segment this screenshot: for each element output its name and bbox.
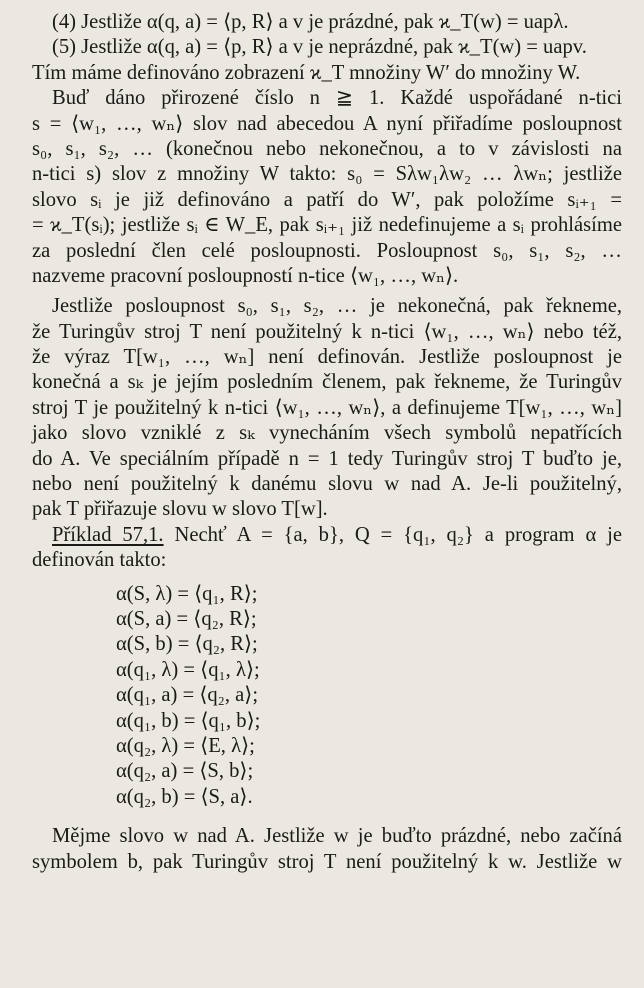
text-line: pak T přiřazuje slovu w slovo T[w]. [32,498,328,521]
text-line: konečná a sₖ je jejím posledním členem, pak řekneme, že Turingův [32,371,622,394]
program-listing [32,582,622,811]
program-rule: α(q₁, a) = ⟨q₂, a⟩; [116,684,259,707]
text-line: jako slovo vzniklé z sₖ vynecháním všech symbolů nepatřících [32,422,622,445]
text-line: Buď dáno přirozené číslo n ≧ 1. Každé uspořádané n-tici [52,87,622,110]
program-rule: α(q₁, λ) = ⟨q₁, λ⟩; [116,658,260,681]
text-line: Mějme slovo w nad A. Jestliže w je buďto prázdné, nebo začíná [52,825,622,848]
program-rule: α(S, λ) = ⟨q₁, R⟩; [116,582,258,605]
text-line: s = ⟨w₁, …, wₙ⟩ slov nad abecedou A nyní přiřadíme posloupnost [32,112,622,135]
example-intro-text: Nechť A = {a, b}, Q = {q₁, q₂} a program α je [163,523,623,546]
example-intro [32,523,622,548]
text-line: že Turingův stroj T není použitelný k n-tici ⟨w₁, …, wₙ⟩ nebo též, [32,320,622,343]
program-rule: α(q₂, λ) = ⟨E, λ⟩; [116,734,255,757]
paragraph-rules [32,10,622,86]
program-rule: α(S, a) = ⟨q₂, R⟩; [116,607,257,630]
text-line: (5) Jestliže α(q, a) = ⟨p, R⟩ a v je neprázdné, pak ϰ_T(w) = uapv. [52,36,587,59]
text-line: slovo sᵢ je již definováno a patří do W′, pak položíme sᵢ₊₁ = [32,188,622,211]
paragraph-working-sequence [32,86,622,289]
text-line: n-tici s) slov z množiny W takto: s₀ = Sλw₁λw₂ … λwₙ; jestliže [32,163,622,186]
text-line: nazveme pracovní posloupností n-tice ⟨w₁, …, wₙ⟩. [32,264,459,287]
example-block [32,523,622,810]
text-line: stroj T je použitelný k n-tici ⟨w₁, …, wₙ⟩, a definujeme T[w₁, …, wₙ] [32,396,622,419]
example-heading: Příklad 57,1. [52,523,164,546]
paragraph-closing [32,824,622,875]
text-line: s₀, s₁, s₂, … (konečnou nebo nekonečnou, a to v závislosti na [32,137,622,160]
text-line: nebo není použitelný k danému slovu w nad A. Je-li použitelný, [32,473,622,496]
program-rule: α(q₂, a) = ⟨S, b⟩; [116,760,254,783]
program-rule: α(S, b) = ⟨q₂, R⟩; [116,633,258,656]
text-line: (4) Jestliže α(q, a) = ⟨p, R⟩ a v je prázdné, pak ϰ_T(w) = uapλ. [52,11,569,33]
text-line: symbolem b, pak Turingův stroj T není použitelný k w. Jestliže w [32,850,622,873]
text-line: Jestliže posloupnost s₀, s₁, s₂, … je nekonečná, pak řekneme, [52,295,622,318]
text-line: Tím máme definováno zobrazení ϰ_T množiny W′ do množiny W. [32,61,581,84]
text-line: do A. Ve speciálním případě n = 1 tedy Turingův stroj T buďto je, [32,447,622,470]
text-line: = ϰ_T(sᵢ); jestliže sᵢ ∈ W_E, pak sᵢ₊₁ již nedefinujeme a sᵢ prohlásíme [32,214,622,237]
program-rule: α(q₂, b) = ⟨S, a⟩. [116,785,253,808]
text-line: že výraz T[w₁, …, wₙ] není definován. Jestliže posloupnost je [32,346,622,369]
program-rule: α(q₁, b) = ⟨q₁, b⟩; [116,709,261,732]
text-line: definován takto: [32,549,167,572]
text-line: za poslední člen celé posloupnosti. Posloupnost s₀, s₁, s₂, … [32,239,622,262]
paragraph-applicability [32,294,622,523]
